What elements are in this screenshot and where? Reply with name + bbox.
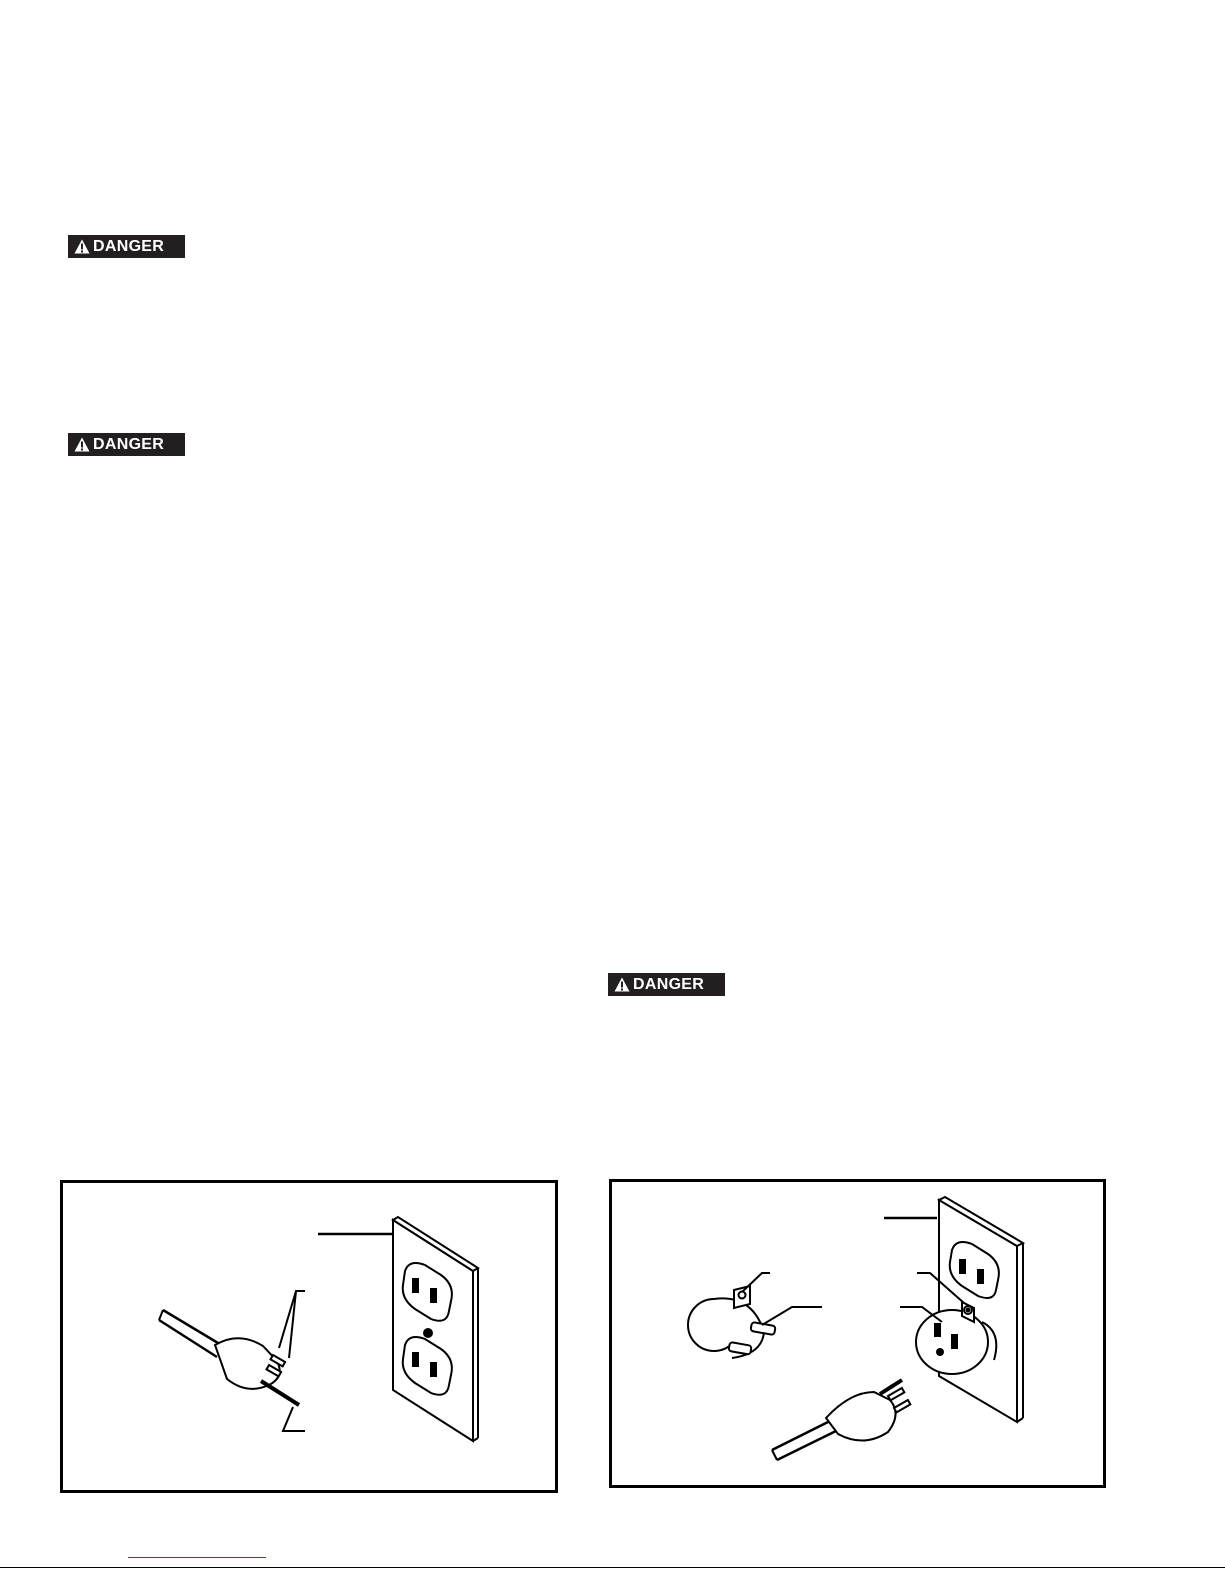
grounding-adapter-illustration [612, 1182, 1103, 1485]
plate-screw [424, 1329, 432, 1337]
plug-blade [894, 1400, 910, 1412]
wall-plate [393, 1220, 473, 1441]
adapter-leader-line-2 [762, 1307, 822, 1325]
warning-triangle-icon [74, 437, 90, 452]
power-cord [772, 1420, 838, 1460]
footer-rule [0, 1567, 1225, 1568]
ground-pin-leader-line [283, 1407, 305, 1431]
plug-blade [888, 1388, 904, 1400]
warning-triangle-icon [614, 977, 630, 992]
blades-leader-line [279, 1291, 305, 1348]
ear-leader-line [742, 1273, 770, 1292]
figure-grounded-plug [60, 1180, 558, 1493]
plug-body [826, 1392, 896, 1441]
danger-badge-3 [608, 973, 725, 996]
danger-label: DANGER [93, 435, 165, 453]
plug-body [215, 1338, 280, 1389]
grounded-plug-illustration [63, 1183, 555, 1490]
danger-label: DANGER [633, 975, 705, 993]
danger-label: DANGER [93, 237, 165, 255]
warning-triangle-icon [74, 239, 90, 254]
danger-badge-1 [68, 235, 185, 258]
danger-badge-2 [68, 433, 185, 456]
footer-link-underline[interactable] [128, 1557, 266, 1558]
power-cord [159, 1310, 223, 1357]
figure-grounding-adapter [609, 1179, 1106, 1488]
grounding-pin [261, 1381, 299, 1405]
